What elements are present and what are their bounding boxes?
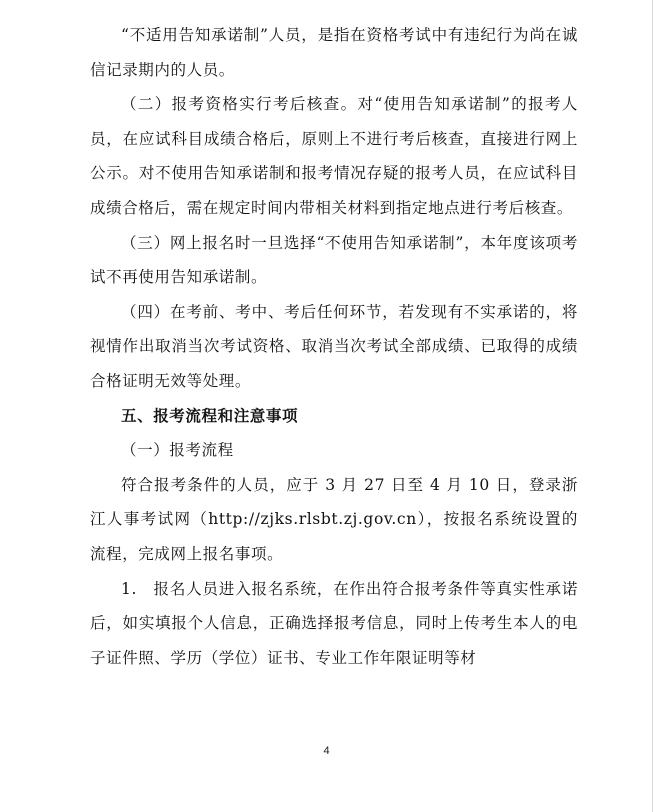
paragraph-post-exam-verification: （二）报考资格实行考后核查。对“使用告知承诺制”的报考人员，在应试科目成绩合格后，原则上不进行考后核查，直接进行网上公示。对不使用告知承诺制和报考情况存疑的报考人员，在应试科目成绩合格后，需在规定时间内带相关材料到指定地点进行考后核查。 <box>90 95 578 217</box>
section-heading: 五、报考流程和注意事项 <box>121 406 299 425</box>
subsection-heading: （一）报考流程 <box>121 441 234 460</box>
paragraph-no-commitment-choice: （三）网上报名时一旦选择“不使用告知承诺制”，本年度该项考试不再使用告知承诺制。 <box>90 233 578 287</box>
paragraph-unsuitable-personnel: “不适用告知承诺制”人员，是指在资格考试中有违纪行为尚在诚信记录期内的人员。 <box>90 26 578 79</box>
document-body <box>90 18 578 675</box>
paragraph-false-commitment-handling: （四）在考前、考中、考后任何环节，若发现有不实承诺的，将视情作出取消当次考试资格、取消当次考试全部成绩、已取得的成绩合格证明无效等处理。 <box>90 302 578 390</box>
page-number: 4 <box>323 745 330 757</box>
paragraph-registration-period: 符合报考条件的人员，应于 3 月 27 日至 4 月 10 日，登录浙江人事考试网（http://zjks.rlsbt.zj.gov.cn），按报名系统设置的流程，完成网上报名事项。 <box>90 475 578 563</box>
paragraph-registration-step-1: 1. 报名人员进入报名系统，在作出符合报考条件等真实性承诺后，如实填报个人信息，正确选择报考信息，同时上传考生本人的电子证件照、学历（学位）证书、专业工作年限证明等材 <box>90 579 578 667</box>
